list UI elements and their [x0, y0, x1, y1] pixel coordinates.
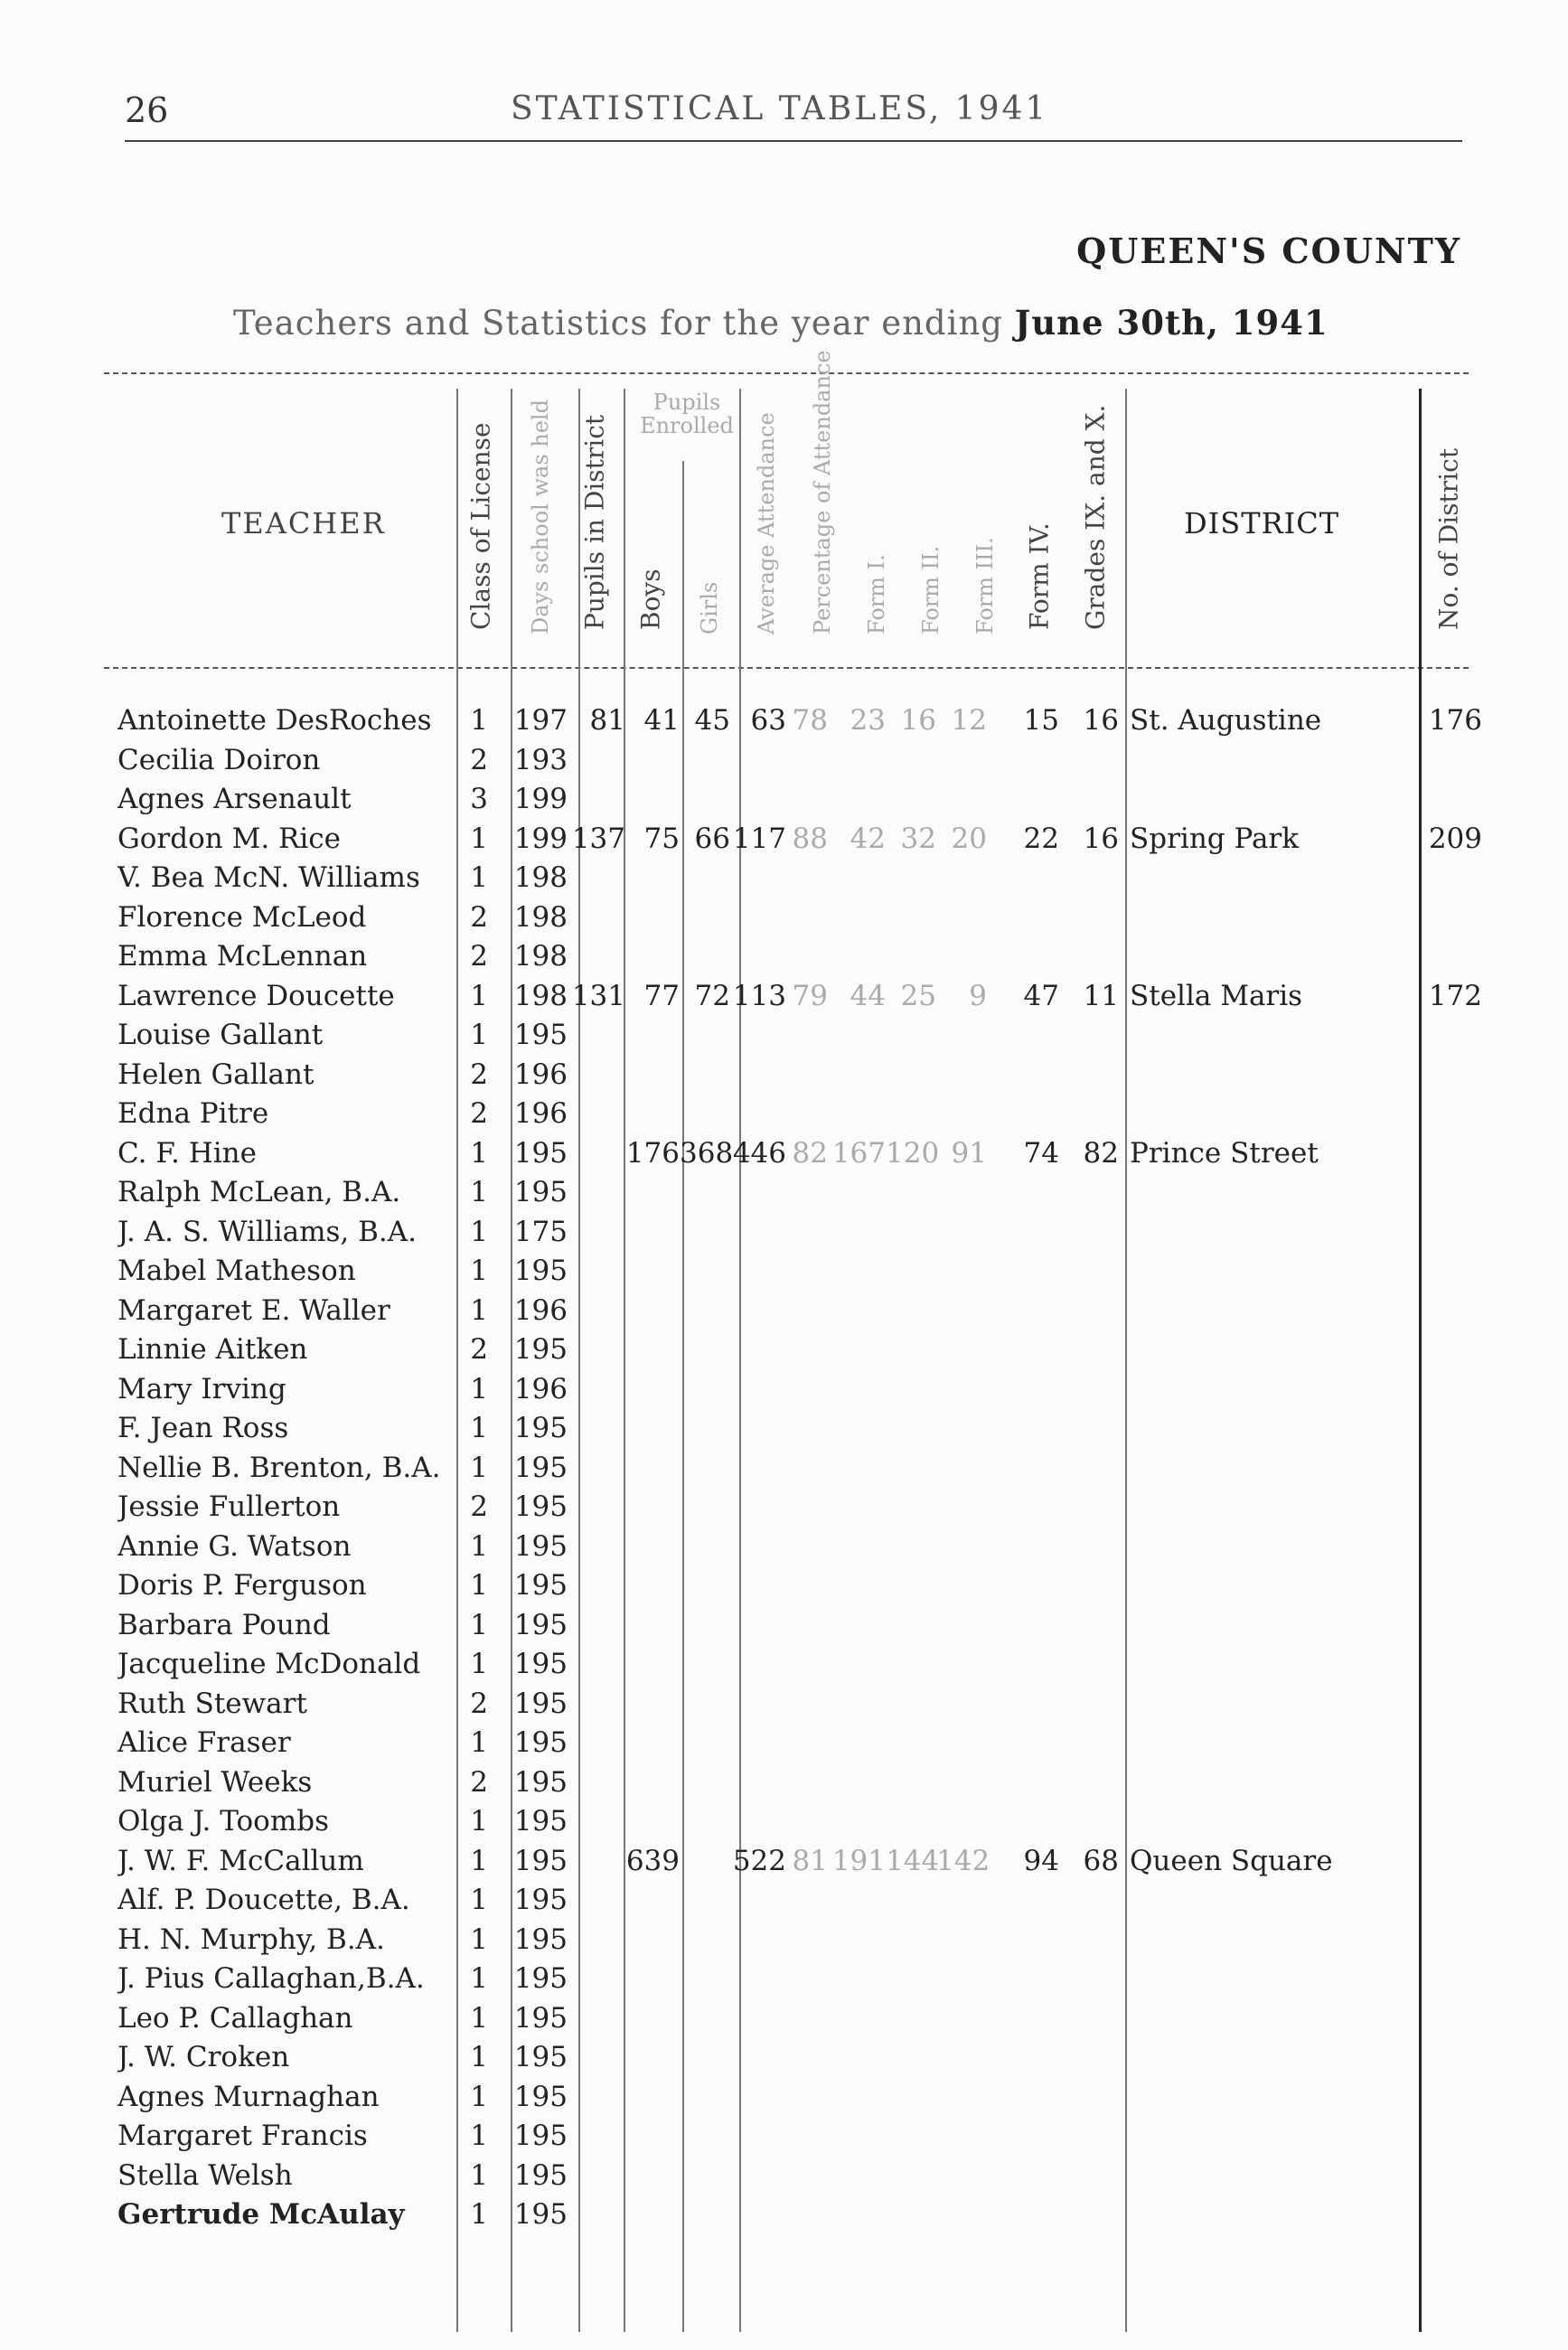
teacher-name-cell: [117, 858, 443, 898]
district-number-cell: 209: [1428, 822, 1482, 855]
teacher-name-cell: [117, 2077, 443, 2117]
class-of-license-cell: 2: [470, 1765, 488, 1799]
teacher-name-cell: [117, 1251, 443, 1291]
teacher-name: Margaret E. Waller: [117, 1293, 390, 1327]
table-row: [0, 1172, 1568, 1212]
days-school-held-cell: 195: [513, 1255, 568, 1287]
class-of-license-cell: 1: [470, 2080, 488, 2113]
girls-cell: 72: [694, 979, 730, 1012]
header-rule: [125, 140, 1462, 142]
days-school-held-cell: 195: [513, 1412, 568, 1444]
district-number-cell: 176: [1428, 704, 1482, 737]
table-row: [0, 1565, 1568, 1605]
class-of-license-cell: 1: [470, 1215, 488, 1248]
teacher-name-cell: [117, 1801, 443, 1841]
form-iv-cell: 74: [1023, 1136, 1059, 1170]
class-of-license-cell: 1: [470, 1293, 488, 1327]
girls-cell: 66: [694, 822, 730, 855]
teacher-name-cell: [117, 1762, 443, 1802]
days-school-held-cell: 195: [513, 2120, 568, 2152]
teacher-name-cell: [117, 2037, 443, 2077]
days-school-held-cell: 196: [513, 1058, 568, 1091]
days-school-held-cell: 195: [513, 1529, 568, 1563]
days-school-held-cell: 195: [513, 1569, 568, 1602]
table-row: [0, 740, 1568, 780]
days-school-held-cell: 195: [513, 1333, 568, 1366]
teacher-name: Gertrude McAulay: [117, 2198, 405, 2231]
class-of-license-cell: 1: [470, 2001, 488, 2035]
form-iii-cell: 20: [951, 822, 987, 855]
class-of-license-cell: 1: [470, 1255, 488, 1287]
form-iv-cell: 22: [1023, 822, 1059, 855]
days-school-held-cell: 196: [513, 1372, 568, 1405]
class-of-license-cell: 1: [470, 1412, 488, 1444]
days-school-held-cell: 193: [513, 743, 568, 776]
teacher-name: Alf. P. Doucette, B.A.: [117, 1884, 410, 1916]
teacher-name-cell: [117, 1920, 443, 1960]
form-iii-cell: 12: [951, 704, 987, 737]
header-pupils-in-district: Pupils in District: [579, 414, 610, 630]
teacher-name: Florence McLeod: [117, 900, 367, 934]
class-of-license-cell: 1: [470, 2198, 488, 2231]
teacher-name-cell: [117, 1723, 443, 1762]
class-of-license-cell: 1: [470, 2041, 488, 2073]
days-school-held-cell: 195: [513, 2001, 568, 2035]
class-of-license-cell: 2: [470, 1097, 488, 1130]
table-row: [0, 1251, 1568, 1291]
teacher-name: Louise Gallant: [117, 1019, 324, 1051]
teacher-name-cell: [117, 1055, 443, 1095]
days-school-held-cell: 198: [513, 979, 568, 1012]
class-of-license-cell: 1: [470, 1962, 488, 1995]
days-school-held-cell: 175: [513, 1215, 568, 1248]
average-attendance-cell: 117: [732, 822, 786, 855]
days-school-held-cell: 195: [513, 1726, 568, 1759]
table-row: [0, 2195, 1568, 2234]
teacher-name-cell: [117, 1094, 443, 1133]
grades-ix-x-cell: 11: [1083, 979, 1119, 1012]
teacher-name: Alice Fraser: [117, 1726, 291, 1759]
teacher-name: F. Jean Ross: [117, 1412, 289, 1444]
teacher-name-cell: [117, 1841, 443, 1881]
teacher-name: Barbara Pound: [117, 1608, 331, 1641]
boys-cell: 75: [643, 822, 680, 855]
table-row: [0, 1880, 1568, 1920]
days-school-held-cell: 196: [513, 1293, 568, 1327]
teacher-name-cell: [117, 1880, 443, 1920]
average-attendance-cell: 446: [732, 1136, 786, 1170]
teacher-name: Gordon M. Rice: [117, 822, 341, 855]
teacher-name: C. F. Hine: [117, 1136, 257, 1170]
teacher-name-cell: [117, 976, 443, 1016]
days-school-held-cell: 195: [513, 1687, 568, 1720]
class-of-license-cell: 1: [470, 822, 488, 855]
table-row: [0, 1448, 1568, 1488]
subtitle-date: June 30th, 1941: [1014, 303, 1329, 343]
teacher-name-cell: [117, 1565, 443, 1605]
teacher-name: V. Bea McN. Williams: [117, 861, 420, 894]
teacher-name: Jacqueline McDonald: [117, 1648, 421, 1680]
percentage-attendance-cell: 79: [792, 979, 828, 1012]
table-row: [0, 1920, 1568, 1960]
class-of-license-cell: 1: [470, 861, 488, 894]
teacher-name-cell: [117, 2116, 443, 2156]
days-school-held-cell: 195: [513, 1176, 568, 1208]
teacher-name: Annie G. Watson: [117, 1529, 352, 1563]
grades-ix-x-cell: 16: [1083, 704, 1119, 737]
table-row: [0, 1959, 1568, 1998]
form-ii-cell: 16: [900, 704, 936, 737]
form-iii-cell: 9: [969, 979, 987, 1012]
teacher-name-cell: [117, 1172, 443, 1212]
table-header-rule: [104, 667, 1469, 669]
teacher-name: J. A. S. Williams, B.A.: [117, 1215, 418, 1248]
teacher-name-cell: [117, 1684, 443, 1724]
teacher-name: Olga J. Toombs: [117, 1805, 329, 1838]
table-row: [0, 1762, 1568, 1802]
teacher-name-cell: [117, 1487, 443, 1527]
class-of-license-cell: 1: [470, 1019, 488, 1051]
grades-ix-x-cell: 16: [1083, 822, 1119, 855]
days-school-held-cell: 195: [513, 1884, 568, 1916]
teacher-name-cell: [117, 1998, 443, 2038]
teacher-name: Muriel Weeks: [117, 1765, 313, 1799]
header-days-school-held: Days school was held: [528, 400, 553, 634]
form-i-cell: 167: [831, 1136, 886, 1170]
teacher-name: Cecilia Doiron: [117, 743, 321, 776]
teacher-name: Stella Welsh: [117, 2158, 293, 2192]
table-row: [0, 1055, 1568, 1095]
days-school-held-cell: 195: [513, 1451, 568, 1484]
teacher-name-cell: [117, 819, 443, 859]
days-school-held-cell: 197: [513, 704, 568, 737]
district-name-cell: Spring Park: [1130, 822, 1300, 855]
county-title: QUEEN'S COUNTY: [1076, 230, 1461, 271]
class-of-license-cell: 1: [470, 1569, 488, 1602]
days-school-held-cell: 195: [513, 2158, 568, 2192]
table-row: [0, 1487, 1568, 1527]
header-district: DISTRICT: [1184, 506, 1340, 540]
teacher-name-cell: [117, 1291, 443, 1330]
class-of-license-cell: 1: [470, 2120, 488, 2152]
table-row: [0, 2077, 1568, 2117]
percentage-attendance-cell: 88: [792, 822, 828, 855]
class-of-license-cell: 1: [470, 2158, 488, 2192]
table-row: [0, 976, 1568, 1016]
teacher-name-cell: [117, 779, 443, 819]
table-row: [0, 1527, 1568, 1566]
days-school-held-cell: 195: [513, 2198, 568, 2231]
days-school-held-cell: 195: [513, 1765, 568, 1799]
teacher-name: Mabel Matheson: [117, 1255, 356, 1287]
class-of-license-cell: 2: [470, 1687, 488, 1720]
days-school-held-cell: 198: [513, 900, 568, 934]
teacher-name: Agnes Murnaghan: [117, 2080, 380, 2113]
form-i-cell: 42: [850, 822, 886, 855]
class-of-license-cell: 3: [470, 783, 488, 815]
average-attendance-cell: 113: [732, 979, 786, 1012]
boys-cell: 77: [643, 979, 680, 1012]
teacher-name: Helen Gallant: [117, 1058, 315, 1091]
teacher-name-cell: [117, 1212, 443, 1252]
class-of-license-cell: 1: [470, 1884, 488, 1916]
form-iii-cell: 142: [936, 1844, 991, 1877]
girls-cell: 368: [680, 1136, 734, 1170]
table-row: [0, 1605, 1568, 1645]
header-grades-ix-x: Grades IX. and X.: [1080, 404, 1111, 630]
days-school-held-cell: 195: [513, 1648, 568, 1680]
days-school-held-cell: 195: [513, 2080, 568, 2113]
running-title: STATISTICAL TABLES, 1941: [511, 90, 1049, 127]
class-of-license-cell: 2: [470, 1058, 488, 1091]
days-school-held-cell: 195: [513, 1019, 568, 1051]
pupils-in-district-cell: 137: [571, 822, 625, 855]
teacher-name: Antoinette DesRoches: [117, 704, 432, 737]
teacher-name-cell: [117, 898, 443, 937]
table-row: [0, 2116, 1568, 2156]
table-row: [0, 1291, 1568, 1330]
form-ii-cell: 120: [886, 1136, 940, 1170]
teacher-name: Jessie Fullerton: [117, 1490, 341, 1523]
header-teacher: TEACHER: [221, 506, 386, 540]
table-row: [0, 1644, 1568, 1684]
teacher-name: J. W. F. McCallum: [117, 1844, 364, 1877]
table-row: [0, 1723, 1568, 1762]
class-of-license-cell: 1: [470, 1529, 488, 1563]
class-of-license-cell: 1: [470, 979, 488, 1012]
days-school-held-cell: 195: [513, 1844, 568, 1877]
grades-ix-x-cell: 82: [1083, 1136, 1119, 1170]
teacher-name: Edna Pitre: [117, 1097, 269, 1130]
table-row: [0, 1133, 1568, 1173]
form-i-cell: 191: [831, 1844, 886, 1877]
class-of-license-cell: 1: [470, 1922, 488, 1956]
teacher-name: Leo P. Callaghan: [117, 2001, 353, 2035]
table-row: [0, 819, 1568, 859]
form-ii-cell: 144: [886, 1844, 940, 1877]
days-school-held-cell: 195: [513, 1962, 568, 1995]
teacher-name-cell: [117, 2195, 443, 2234]
teacher-name-cell: [117, 1133, 443, 1173]
pupils-in-district-cell: 131: [571, 979, 625, 1012]
days-school-held-cell: 195: [513, 1805, 568, 1838]
header-average-attendance: Average Attendance: [754, 412, 779, 634]
header-pupils-enrolled: Pupils Enrolled: [640, 390, 734, 438]
teacher-name: Nellie B. Brenton, B.A.: [117, 1451, 441, 1484]
table-row: [0, 1015, 1568, 1055]
teacher-name-cell: [117, 2156, 443, 2195]
teacher-name-cell: [117, 1408, 443, 1448]
table-row: [0, 1408, 1568, 1448]
class-of-license-cell: 1: [470, 1726, 488, 1759]
table-row: [0, 1212, 1568, 1252]
page-number: 26: [125, 90, 169, 130]
form-ii-cell: 32: [900, 822, 936, 855]
class-of-license-cell: 2: [470, 1333, 488, 1366]
form-iii-cell: 91: [951, 1136, 987, 1170]
teacher-name: Linnie Aitken: [117, 1333, 308, 1366]
days-school-held-cell: 195: [513, 2041, 568, 2073]
teacher-name-cell: [117, 1644, 443, 1684]
form-ii-cell: 25: [900, 979, 936, 1012]
teacher-name-cell: [117, 1369, 443, 1409]
class-of-license-cell: 2: [470, 743, 488, 776]
teacher-name: Ralph McLean, B.A.: [117, 1176, 401, 1208]
header-boys: Boys: [635, 569, 666, 630]
table-row: [0, 1369, 1568, 1409]
average-attendance-cell: 63: [750, 704, 786, 737]
header-form-ii: Form II.: [918, 545, 944, 634]
header-form-iv: Form IV.: [1024, 522, 1055, 630]
district-number-cell: 172: [1428, 979, 1482, 1012]
boys-cell: 176: [625, 1136, 680, 1170]
header-girls: Girls: [697, 581, 722, 634]
header-class-of-license: Class of License: [465, 422, 496, 630]
district-name-cell: Queen Square: [1130, 1844, 1333, 1877]
table-row: [0, 700, 1568, 740]
table-row: [0, 779, 1568, 819]
teacher-name-cell: [117, 700, 443, 740]
average-attendance-cell: 522: [732, 1844, 786, 1877]
grades-ix-x-cell: 68: [1083, 1844, 1119, 1877]
class-of-license-cell: 1: [470, 704, 488, 737]
class-of-license-cell: 2: [470, 1490, 488, 1523]
percentage-attendance-cell: 81: [792, 1844, 828, 1877]
days-school-held-cell: 199: [513, 822, 568, 855]
table-row: [0, 2156, 1568, 2195]
header-form-iii: Form III.: [972, 537, 998, 634]
girls-cell: 45: [694, 704, 730, 737]
district-name-cell: Prince Street: [1130, 1136, 1319, 1170]
table-row: [0, 2037, 1568, 2077]
days-school-held-cell: 195: [513, 1608, 568, 1641]
teacher-name-cell: [117, 936, 443, 976]
class-of-license-cell: 1: [470, 1648, 488, 1680]
class-of-license-cell: 1: [470, 1136, 488, 1170]
header-form-i: Form I.: [864, 554, 889, 634]
teacher-name: Doris P. Ferguson: [117, 1569, 367, 1602]
teacher-name: Ruth Stewart: [117, 1687, 307, 1720]
table-row: [0, 1998, 1568, 2038]
teacher-name-cell: [117, 1448, 443, 1488]
table-row: [0, 1094, 1568, 1133]
table-subtitle: [233, 303, 1329, 343]
form-iv-cell: 47: [1023, 979, 1059, 1012]
boys-cell: 41: [643, 704, 680, 737]
district-name-cell: St. Augustine: [1130, 704, 1322, 737]
teacher-name: Margaret Francis: [117, 2120, 368, 2152]
table-top-rule: [104, 372, 1469, 374]
teacher-name-cell: [117, 1605, 443, 1645]
teacher-name-cell: [117, 1330, 443, 1369]
class-of-license-cell: 1: [470, 1608, 488, 1641]
teacher-name: Mary Irving: [117, 1372, 286, 1405]
teacher-name: Agnes Arsenault: [117, 783, 352, 815]
table-row: [0, 898, 1568, 937]
district-name-cell: Stella Maris: [1130, 979, 1303, 1012]
teacher-name: J. Pius Callaghan,B.A.: [117, 1962, 425, 1995]
days-school-held-cell: 195: [513, 1922, 568, 1956]
teacher-name-cell: [117, 1527, 443, 1566]
percentage-attendance-cell: 78: [792, 704, 828, 737]
class-of-license-cell: 1: [470, 1176, 488, 1208]
teacher-name: H. N. Murphy, B.A.: [117, 1922, 385, 1956]
teacher-name: J. W. Croken: [117, 2041, 290, 2073]
form-iv-cell: 15: [1023, 704, 1059, 737]
form-iv-cell: 94: [1023, 1844, 1059, 1877]
class-of-license-cell: 2: [470, 940, 488, 973]
class-of-license-cell: 1: [470, 1372, 488, 1405]
form-i-cell: 23: [850, 704, 886, 737]
header-no-of-district: No. of District: [1433, 447, 1464, 630]
days-school-held-cell: 195: [513, 1136, 568, 1170]
teacher-name: Emma McLennan: [117, 940, 368, 973]
class-of-license-cell: 1: [470, 1844, 488, 1877]
form-i-cell: 44: [850, 979, 886, 1012]
percentage-attendance-cell: 82: [792, 1136, 828, 1170]
table-row: [0, 1801, 1568, 1841]
teacher-name-cell: [117, 1015, 443, 1055]
days-school-held-cell: 199: [513, 783, 568, 815]
class-of-license-cell: 1: [470, 1451, 488, 1484]
teacher-name: Lawrence Doucette: [117, 979, 395, 1012]
teacher-name-cell: [117, 740, 443, 780]
table-row: [0, 936, 1568, 976]
header-percentage-attendance: Percentage of Attendance: [810, 350, 835, 634]
class-of-license-cell: 1: [470, 1805, 488, 1838]
table-row: [0, 1330, 1568, 1369]
table-row: [0, 1684, 1568, 1724]
days-school-held-cell: 198: [513, 940, 568, 973]
table-row: [0, 1841, 1568, 1881]
class-of-license-cell: 2: [470, 900, 488, 934]
days-school-held-cell: 195: [513, 1490, 568, 1523]
teacher-name-cell: [117, 1959, 443, 1998]
boys-cell: 639: [625, 1844, 680, 1877]
table-row: [0, 858, 1568, 898]
days-school-held-cell: 198: [513, 861, 568, 894]
days-school-held-cell: 196: [513, 1097, 568, 1130]
subtitle-lead: Teachers and Statistics for the year ending: [233, 304, 1015, 343]
pupils-in-district-cell: 81: [589, 704, 625, 737]
